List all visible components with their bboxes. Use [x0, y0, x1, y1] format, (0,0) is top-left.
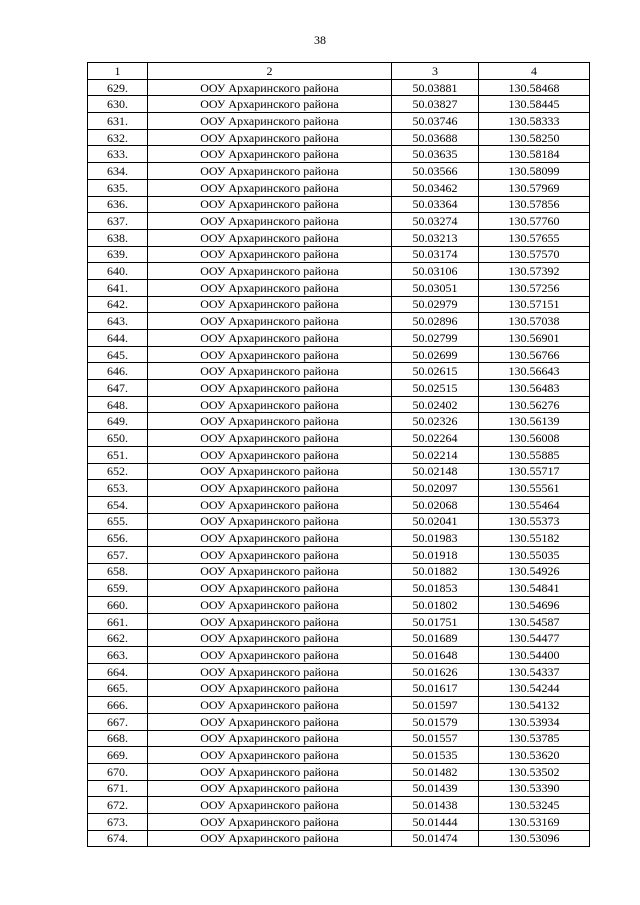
column-header-1: 1 [88, 63, 148, 80]
latitude-cell: 50.03106 [392, 263, 479, 280]
row-number-cell: 638. [88, 229, 148, 246]
row-number-cell: 639. [88, 246, 148, 263]
latitude-cell: 50.03635 [392, 146, 479, 163]
organization-cell: ООУ Архаринского района [148, 113, 392, 130]
table-row [88, 797, 590, 814]
latitude-cell: 50.02041 [392, 513, 479, 530]
latitude-cell: 50.01648 [392, 647, 479, 664]
longitude-cell: 130.54926 [479, 563, 590, 580]
column-header-4: 4 [479, 63, 590, 80]
organization-cell: ООУ Архаринского района [148, 597, 392, 614]
organization-cell: ООУ Архаринского района [148, 630, 392, 647]
organization-cell: ООУ Архаринского района [148, 730, 392, 747]
organization-cell: ООУ Архаринского района [148, 296, 392, 313]
latitude-cell: 50.02799 [392, 330, 479, 347]
row-number-cell: 664. [88, 663, 148, 680]
row-number-cell: 641. [88, 279, 148, 296]
longitude-cell: 130.56766 [479, 346, 590, 363]
table-row [88, 213, 590, 230]
row-number-cell: 654. [88, 496, 148, 513]
latitude-cell: 50.01983 [392, 530, 479, 547]
longitude-cell: 130.55561 [479, 480, 590, 497]
longitude-cell: 130.53934 [479, 713, 590, 730]
row-number-cell: 645. [88, 346, 148, 363]
organization-cell: ООУ Архаринского района [148, 697, 392, 714]
longitude-cell: 130.56008 [479, 430, 590, 447]
longitude-cell: 130.58099 [479, 163, 590, 180]
table-row [88, 96, 590, 113]
table-row [88, 480, 590, 497]
table-row [88, 747, 590, 764]
table-row [88, 830, 590, 847]
table-row [88, 79, 590, 96]
row-number-cell: 657. [88, 546, 148, 563]
longitude-cell: 130.54400 [479, 647, 590, 664]
organization-cell: ООУ Архаринского района [148, 246, 392, 263]
latitude-cell: 50.01882 [392, 563, 479, 580]
latitude-cell: 50.02896 [392, 313, 479, 330]
row-number-cell: 671. [88, 780, 148, 797]
organization-cell: ООУ Архаринского района [148, 546, 392, 563]
table-row [88, 263, 590, 280]
organization-cell: ООУ Архаринского района [148, 363, 392, 380]
latitude-cell: 50.01617 [392, 680, 479, 697]
latitude-cell: 50.01482 [392, 763, 479, 780]
table-row [88, 196, 590, 213]
table-row [88, 113, 590, 130]
latitude-cell: 50.02326 [392, 413, 479, 430]
longitude-cell: 130.57392 [479, 263, 590, 280]
table-row [88, 763, 590, 780]
organization-cell: ООУ Архаринского района [148, 79, 392, 96]
table-row [88, 697, 590, 714]
longitude-cell: 130.56901 [479, 330, 590, 347]
organization-cell: ООУ Архаринского района [148, 480, 392, 497]
table-header-row [88, 63, 590, 80]
longitude-cell: 130.54696 [479, 597, 590, 614]
latitude-cell: 50.03174 [392, 246, 479, 263]
organization-cell: ООУ Архаринского района [148, 797, 392, 814]
longitude-cell: 130.53620 [479, 747, 590, 764]
latitude-cell: 50.02515 [392, 380, 479, 397]
organization-cell: ООУ Архаринского района [148, 396, 392, 413]
row-number-cell: 652. [88, 463, 148, 480]
row-number-cell: 631. [88, 113, 148, 130]
latitude-cell: 50.01689 [392, 630, 479, 647]
table-row [88, 313, 590, 330]
table-row [88, 246, 590, 263]
longitude-cell: 130.53245 [479, 797, 590, 814]
table-row [88, 647, 590, 664]
table-row [88, 580, 590, 597]
organization-cell: ООУ Архаринского района [148, 813, 392, 830]
latitude-cell: 50.01557 [392, 730, 479, 747]
organization-cell: ООУ Архаринского района [148, 96, 392, 113]
row-number-cell: 637. [88, 213, 148, 230]
organization-cell: ООУ Архаринского района [148, 496, 392, 513]
longitude-cell: 130.56483 [479, 380, 590, 397]
table-row [88, 513, 590, 530]
longitude-cell: 130.57969 [479, 179, 590, 196]
longitude-cell: 130.54337 [479, 663, 590, 680]
row-number-cell: 640. [88, 263, 148, 280]
latitude-cell: 50.03827 [392, 96, 479, 113]
latitude-cell: 50.02097 [392, 480, 479, 497]
organization-cell: ООУ Архаринского района [148, 713, 392, 730]
organization-cell: ООУ Архаринского района [148, 430, 392, 447]
organization-cell: ООУ Архаринского района [148, 196, 392, 213]
table-row [88, 179, 590, 196]
latitude-cell: 50.03462 [392, 179, 479, 196]
longitude-cell: 130.57570 [479, 246, 590, 263]
row-number-cell: 650. [88, 430, 148, 447]
organization-cell: ООУ Архаринского района [148, 346, 392, 363]
row-number-cell: 672. [88, 797, 148, 814]
row-number-cell: 642. [88, 296, 148, 313]
latitude-cell: 50.02615 [392, 363, 479, 380]
latitude-cell: 50.01579 [392, 713, 479, 730]
table-row [88, 630, 590, 647]
table-row [88, 430, 590, 447]
row-number-cell: 656. [88, 530, 148, 547]
longitude-cell: 130.53502 [479, 763, 590, 780]
organization-cell: ООУ Архаринского района [148, 330, 392, 347]
longitude-cell: 130.57256 [479, 279, 590, 296]
latitude-cell: 50.01597 [392, 697, 479, 714]
longitude-cell: 130.55035 [479, 546, 590, 563]
longitude-cell: 130.56643 [479, 363, 590, 380]
longitude-cell: 130.54587 [479, 613, 590, 630]
organization-cell: ООУ Архаринского района [148, 830, 392, 847]
latitude-cell: 50.03746 [392, 113, 479, 130]
row-number-cell: 662. [88, 630, 148, 647]
organization-cell: ООУ Архаринского района [148, 263, 392, 280]
table-row [88, 446, 590, 463]
latitude-cell: 50.02402 [392, 396, 479, 413]
longitude-cell: 130.55373 [479, 513, 590, 530]
coordinates-table [87, 62, 590, 847]
longitude-cell: 130.58250 [479, 129, 590, 146]
longitude-cell: 130.53785 [479, 730, 590, 747]
longitude-cell: 130.55464 [479, 496, 590, 513]
row-number-cell: 653. [88, 480, 148, 497]
column-header-2: 2 [148, 63, 392, 80]
table-row [88, 146, 590, 163]
row-number-cell: 643. [88, 313, 148, 330]
table-row [88, 597, 590, 614]
organization-cell: ООУ Архаринского района [148, 680, 392, 697]
row-number-cell: 667. [88, 713, 148, 730]
row-number-cell: 646. [88, 363, 148, 380]
organization-cell: ООУ Архаринского района [148, 747, 392, 764]
longitude-cell: 130.56139 [479, 413, 590, 430]
latitude-cell: 50.03051 [392, 279, 479, 296]
latitude-cell: 50.02699 [392, 346, 479, 363]
latitude-cell: 50.03881 [392, 79, 479, 96]
organization-cell: ООУ Архаринского района [148, 647, 392, 664]
organization-cell: ООУ Архаринского района [148, 380, 392, 397]
longitude-cell: 130.56276 [479, 396, 590, 413]
organization-cell: ООУ Архаринского района [148, 530, 392, 547]
table-row [88, 530, 590, 547]
organization-cell: ООУ Архаринского района [148, 763, 392, 780]
table-row [88, 363, 590, 380]
row-number-cell: 661. [88, 613, 148, 630]
row-number-cell: 633. [88, 146, 148, 163]
longitude-cell: 130.54477 [479, 630, 590, 647]
table-row [88, 463, 590, 480]
table-row [88, 563, 590, 580]
table-row [88, 396, 590, 413]
latitude-cell: 50.01474 [392, 830, 479, 847]
longitude-cell: 130.55885 [479, 446, 590, 463]
latitude-cell: 50.01751 [392, 613, 479, 630]
row-number-cell: 647. [88, 380, 148, 397]
organization-cell: ООУ Архаринского района [148, 163, 392, 180]
row-number-cell: 634. [88, 163, 148, 180]
row-number-cell: 659. [88, 580, 148, 597]
latitude-cell: 50.03213 [392, 229, 479, 246]
organization-cell: ООУ Архаринского района [148, 463, 392, 480]
table-row [88, 163, 590, 180]
longitude-cell: 130.53169 [479, 813, 590, 830]
table-row [88, 613, 590, 630]
organization-cell: ООУ Архаринского района [148, 446, 392, 463]
longitude-cell: 130.58445 [479, 96, 590, 113]
latitude-cell: 50.02979 [392, 296, 479, 313]
latitude-cell: 50.02068 [392, 496, 479, 513]
table-row [88, 330, 590, 347]
table-row [88, 296, 590, 313]
table-row [88, 730, 590, 747]
row-number-cell: 651. [88, 446, 148, 463]
table-row [88, 496, 590, 513]
table-row [88, 229, 590, 246]
row-number-cell: 668. [88, 730, 148, 747]
row-number-cell: 635. [88, 179, 148, 196]
longitude-cell: 130.54244 [479, 680, 590, 697]
longitude-cell: 130.54132 [479, 697, 590, 714]
organization-cell: ООУ Архаринского района [148, 129, 392, 146]
table-row [88, 129, 590, 146]
latitude-cell: 50.02264 [392, 430, 479, 447]
longitude-cell: 130.57038 [479, 313, 590, 330]
table-body [88, 79, 590, 847]
longitude-cell: 130.55717 [479, 463, 590, 480]
latitude-cell: 50.01802 [392, 597, 479, 614]
row-number-cell: 666. [88, 697, 148, 714]
organization-cell: ООУ Архаринского района [148, 229, 392, 246]
longitude-cell: 130.58333 [479, 113, 590, 130]
row-number-cell: 644. [88, 330, 148, 347]
row-number-cell: 632. [88, 129, 148, 146]
row-number-cell: 655. [88, 513, 148, 530]
latitude-cell: 50.02148 [392, 463, 479, 480]
longitude-cell: 130.54841 [479, 580, 590, 597]
longitude-cell: 130.57655 [479, 229, 590, 246]
latitude-cell: 50.03688 [392, 129, 479, 146]
page-number: 38 [314, 33, 326, 47]
table-row [88, 713, 590, 730]
longitude-cell: 130.57856 [479, 196, 590, 213]
row-number-cell: 663. [88, 647, 148, 664]
row-number-cell: 669. [88, 747, 148, 764]
latitude-cell: 50.03364 [392, 196, 479, 213]
longitude-cell: 130.55182 [479, 530, 590, 547]
table-row [88, 380, 590, 397]
table-row [88, 413, 590, 430]
row-number-cell: 636. [88, 196, 148, 213]
organization-cell: ООУ Архаринского района [148, 179, 392, 196]
latitude-cell: 50.01535 [392, 747, 479, 764]
organization-cell: ООУ Архаринского района [148, 213, 392, 230]
table-row [88, 813, 590, 830]
organization-cell: ООУ Архаринского района [148, 313, 392, 330]
organization-cell: ООУ Архаринского района [148, 413, 392, 430]
table-row [88, 346, 590, 363]
row-number-cell: 660. [88, 597, 148, 614]
latitude-cell: 50.01439 [392, 780, 479, 797]
latitude-cell: 50.01853 [392, 580, 479, 597]
longitude-cell: 130.53096 [479, 830, 590, 847]
table-row [88, 780, 590, 797]
organization-cell: ООУ Архаринского района [148, 580, 392, 597]
column-header-3: 3 [392, 63, 479, 80]
row-number-cell: 658. [88, 563, 148, 580]
row-number-cell: 670. [88, 763, 148, 780]
latitude-cell: 50.03566 [392, 163, 479, 180]
table-row [88, 663, 590, 680]
row-number-cell: 630. [88, 96, 148, 113]
organization-cell: ООУ Архаринского района [148, 146, 392, 163]
row-number-cell: 648. [88, 396, 148, 413]
longitude-cell: 130.57151 [479, 296, 590, 313]
latitude-cell: 50.01438 [392, 797, 479, 814]
organization-cell: ООУ Архаринского района [148, 663, 392, 680]
row-number-cell: 649. [88, 413, 148, 430]
table-row [88, 279, 590, 296]
row-number-cell: 674. [88, 830, 148, 847]
organization-cell: ООУ Архаринского района [148, 279, 392, 296]
organization-cell: ООУ Архаринского района [148, 613, 392, 630]
longitude-cell: 130.58468 [479, 79, 590, 96]
organization-cell: ООУ Архаринского района [148, 563, 392, 580]
row-number-cell: 665. [88, 680, 148, 697]
table-row [88, 680, 590, 697]
table-row [88, 546, 590, 563]
latitude-cell: 50.03274 [392, 213, 479, 230]
organization-cell: ООУ Архаринского района [148, 780, 392, 797]
row-number-cell: 673. [88, 813, 148, 830]
latitude-cell: 50.02214 [392, 446, 479, 463]
longitude-cell: 130.53390 [479, 780, 590, 797]
latitude-cell: 50.01918 [392, 546, 479, 563]
latitude-cell: 50.01626 [392, 663, 479, 680]
row-number-cell: 629. [88, 79, 148, 96]
longitude-cell: 130.58184 [479, 146, 590, 163]
organization-cell: ООУ Архаринского района [148, 513, 392, 530]
latitude-cell: 50.01444 [392, 813, 479, 830]
longitude-cell: 130.57760 [479, 213, 590, 230]
